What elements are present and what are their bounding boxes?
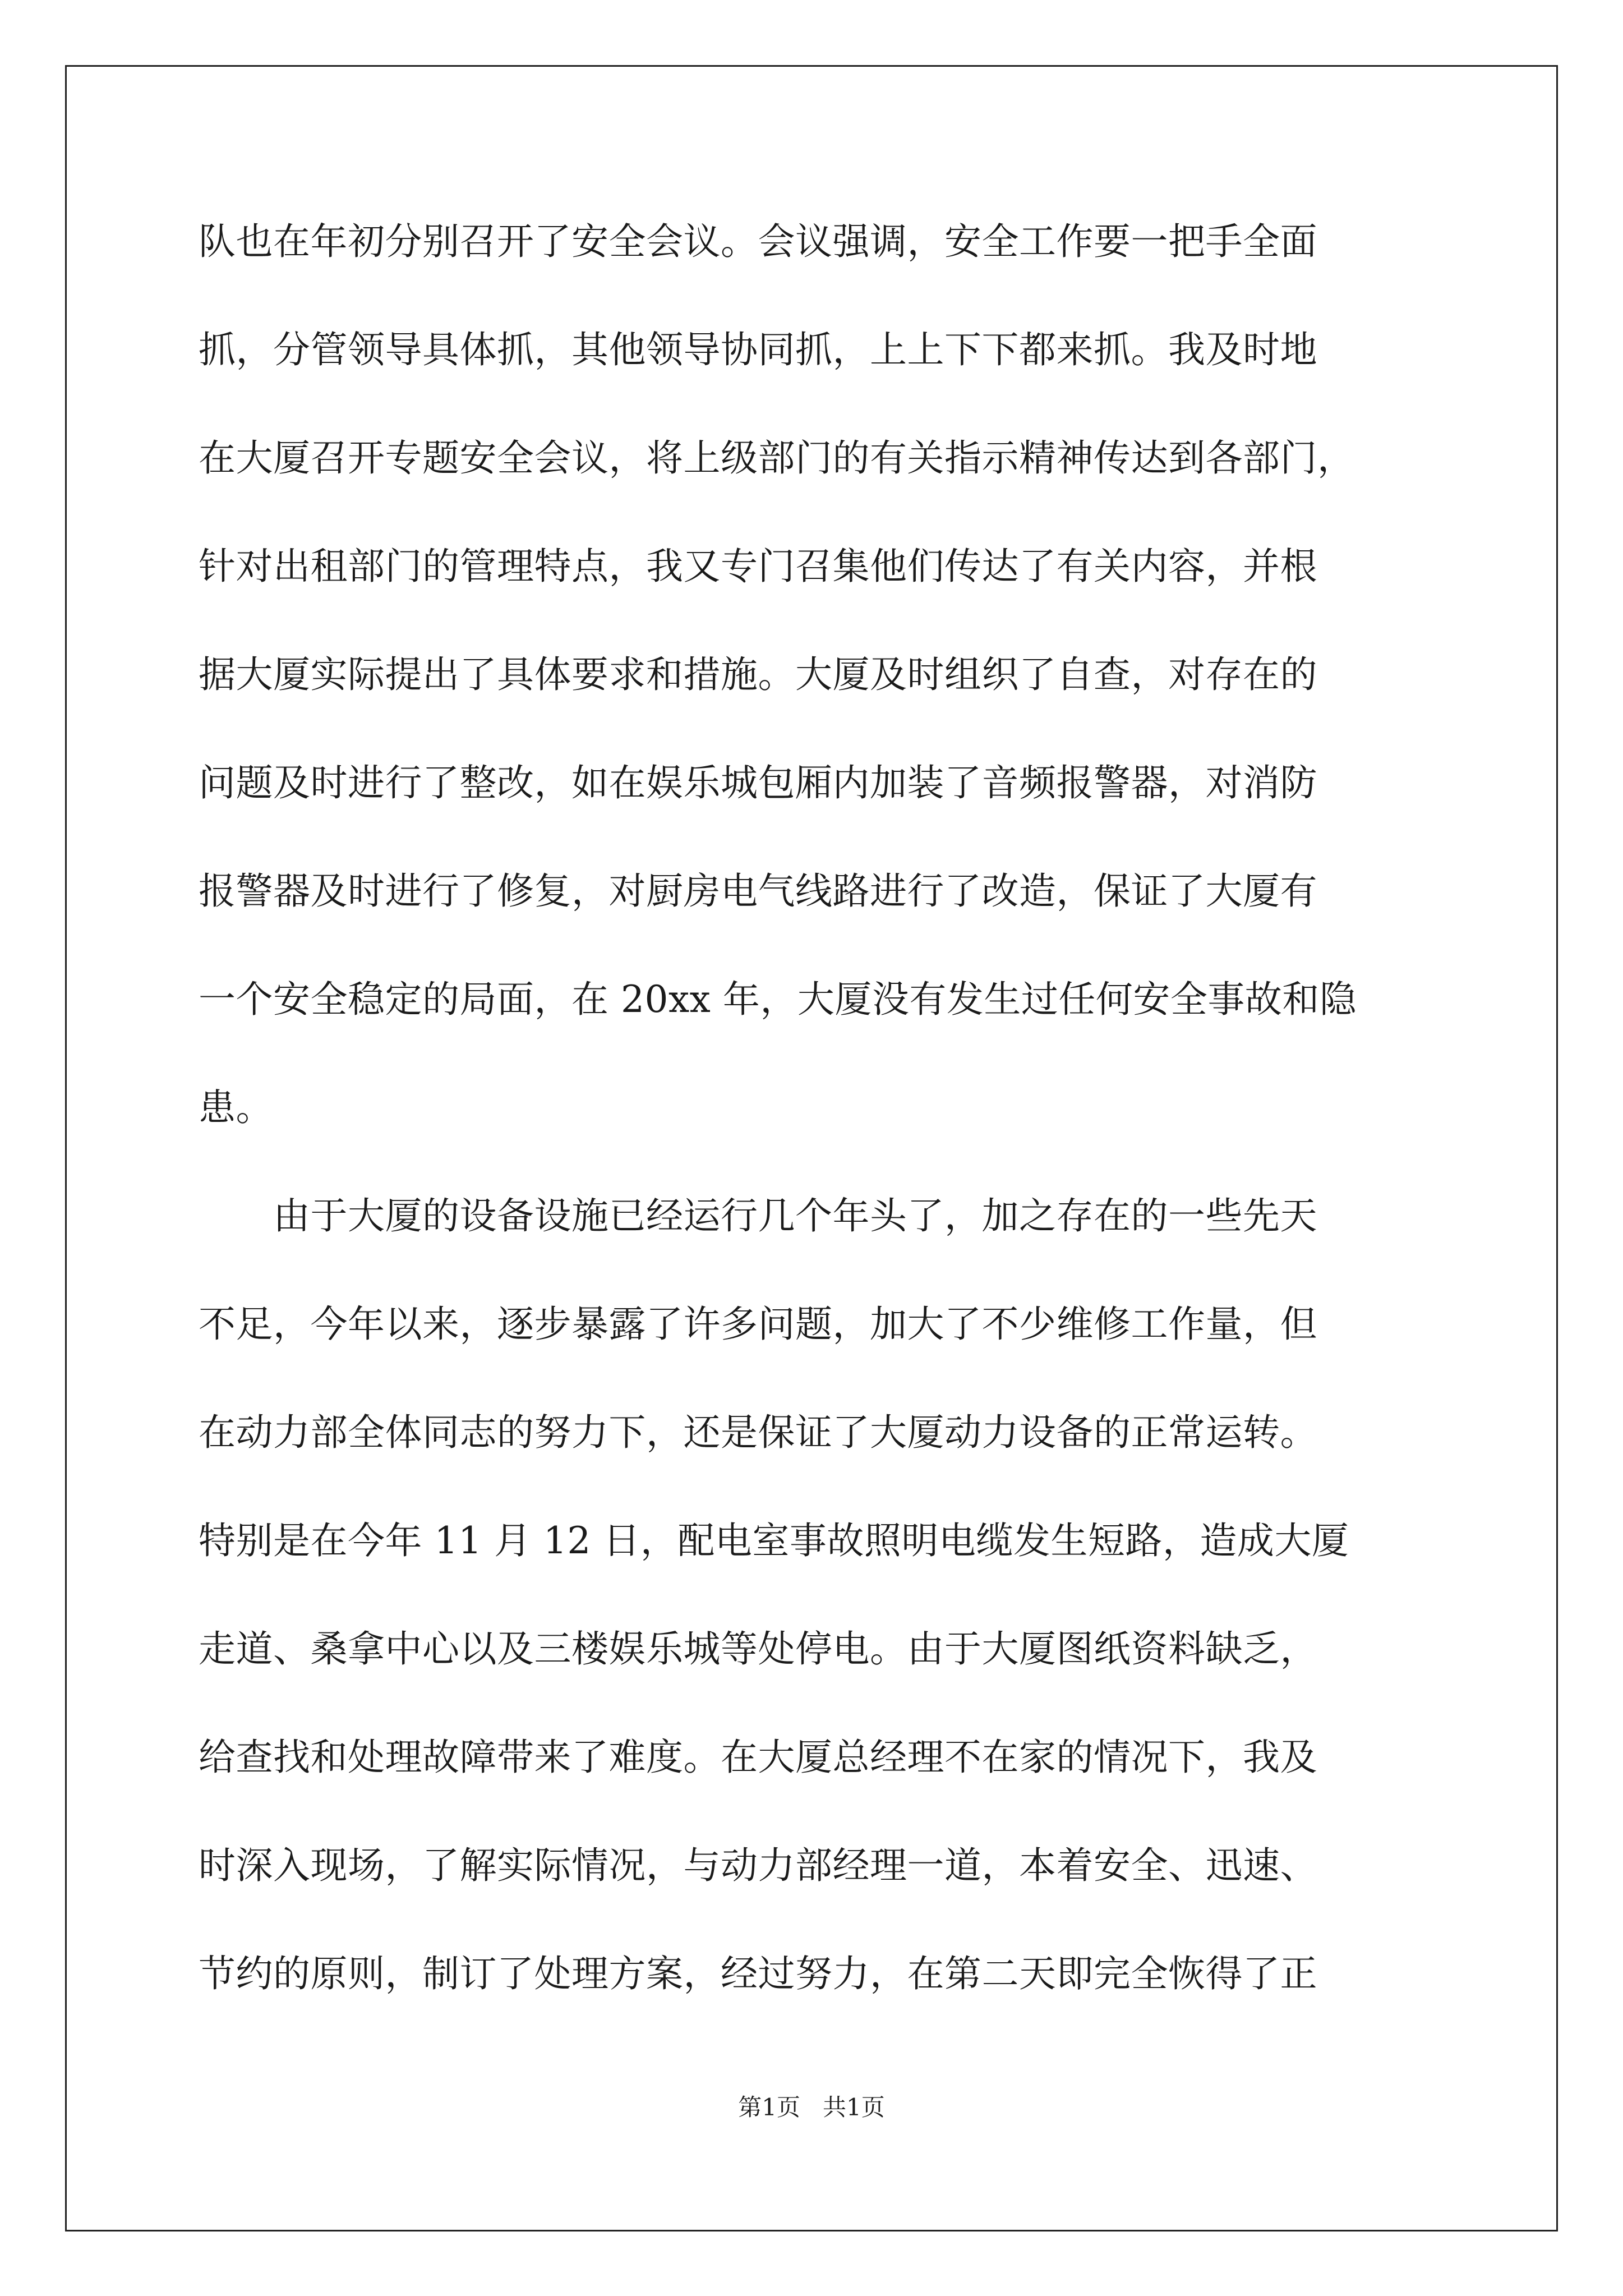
text-line: 在大厦召开专题安全会议，将上级部门的有关指示精神传达到各部门， <box>199 436 1355 480</box>
text-line: 患。 <box>199 1086 273 1129</box>
text-line: 据大厦实际提出了具体要求和措施。大厦及时组织了自查，对存在的 <box>199 653 1317 696</box>
text-line: 不足，今年以来，逐步暴露了许多问题，加大了不少维修工作量，但 <box>199 1303 1317 1346</box>
text-line: 报警器及时进行了修复，对厨房电气线路进行了改造，保证了大厦有 <box>199 869 1317 913</box>
text-line: 抓，分管领导具体抓，其他领导协同抓，上上下下都来抓。我及时地 <box>199 328 1317 371</box>
text-line: 节约的原则，制订了处理方案，经过努力，在第二天即完全恢得了正 <box>199 1952 1317 1995</box>
page-number-footer: 第1页 共1页 <box>738 2093 885 2121</box>
text-line: 时深入现场，了解实际情况，与动力部经理一道，本着安全、迅速、 <box>199 1844 1317 1887</box>
text-line: 问题及时进行了整改，如在娱乐城包厢内加装了音频报警器，对消防 <box>199 761 1317 804</box>
text-line: 给查找和处理故障带来了难度。在大厦总经理不在家的情况下，我及 <box>199 1736 1317 1779</box>
text-line: 针对出租部门的管理特点，我又专门召集他们传达了有关内容，并根 <box>199 545 1317 588</box>
document-body <box>199 217 1432 2057</box>
text-line: 一个安全稳定的局面，在 20xx 年，大厦没有发生过任何安全事故和隐 <box>199 978 1357 1021</box>
text-line: 由于大厦的设备设施已经运行几个年头了，加之存在的一些先天 <box>199 1194 1317 1237</box>
text-line: 在动力部全体同志的努力下，还是保证了大厦动力设备的正常运转。 <box>199 1411 1317 1454</box>
text-line: 队也在年初分别召开了安全会议。会议强调，安全工作要一把手全面 <box>199 220 1317 263</box>
text-line: 走道、桑拿中心以及三楼娱乐城等处停电。由于大厦图纸资料缺乏， <box>199 1627 1317 1671</box>
text-line: 特别是在今年 11 月 12 日，配电室事故照明电缆发生短路，造成大厦 <box>199 1519 1349 1562</box>
